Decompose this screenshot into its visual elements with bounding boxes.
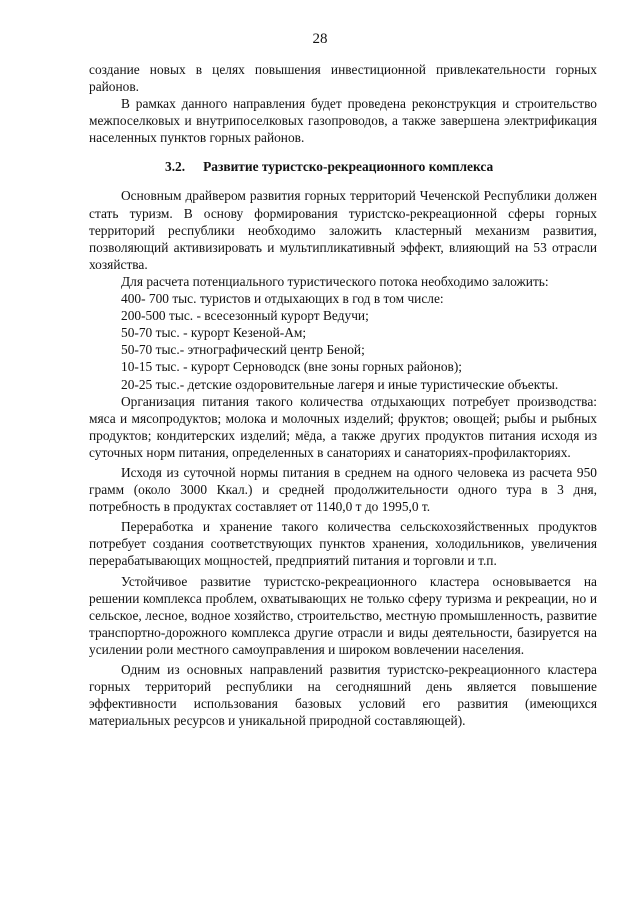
list-item: 50-70 тыс. - курорт Кезеной-Ам; xyxy=(121,325,307,341)
list-item: 10-15 тыс. - курорт Серноводск (вне зоны горных районов); xyxy=(121,359,463,375)
document-body xyxy=(89,61,597,729)
paragraph: Исходя из суточной нормы питания в среднем на одного человека из расчета 950 грамм (около 3000 Ккал.) и средней продолжительности одного тура в 3 дня, потребность в продуктах составляет от 1140,0 т до 1995,0 т. xyxy=(89,464,597,515)
paragraph: Основным драйвером развития горных территорий Чеченской Республики должен стать туризм. В основу формирования туристско-рекреационной сферы горных территорий республики необходимо заложить кластерный механизм развития, позволяющий активизировать и мультипликативный эффект, влияющий на 53 отрасли хозяйства. xyxy=(89,188,597,272)
paragraph: Устойчивое развитие туристско-рекреационного кластера основывается на решении комплекса проблем, охватывающих не только сферу туризма и рекреации, но и сельское, лесное, водное хозяйство, строительство, местную промышленность, развитие транспортно-дорожного комплекса другие отрасли и виды деятельности, базируется на усилении роли местного самоуправления и широком вовлечении населения. xyxy=(89,573,597,657)
list-item: 20-25 тыс.- детские оздоровительные лагеря и иные туристические объекты. xyxy=(121,376,559,392)
section-title: Развитие туристско-рекреационного комплекса xyxy=(203,159,494,175)
paragraph-top-2: В рамках данного направления будет проведена реконструкция и строительство межпоселковых и внутрипоселковых газопроводов, а также завершена электрификация населенных пунктов горных районов. xyxy=(89,96,597,146)
list-item: 400- 700 тыс. туристов и отдыхающих в год в том числе: xyxy=(121,291,444,307)
paragraph: Переработка и хранение такого количества сельскохозяйственных продуктов потребует создания соответствующих пунктов хранения, холодильников, увеличения перерабатывающих мощностей, предприятий питания и торговли и т.п. xyxy=(89,519,597,569)
paragraph: Для расчета потенциального туристического потока необходимо заложить: xyxy=(121,273,549,289)
page-number: 28 xyxy=(312,31,328,47)
list-item: 50-70 тыс.- этнографический центр Беной; xyxy=(121,342,365,358)
list-item: 200-500 тыс. - всесезонный курорт Ведучи; xyxy=(121,308,369,324)
paragraph-top-1: создание новых в целях повышения инвестиционной привлекательности горных районов. xyxy=(89,62,597,95)
paragraph: Организация питания такого количества отдыхающих потребует производства: мяса и мясопродуктов; молока и молочных изделий; фруктов; овощей; рыбы и рыбных продуктов; кондитерских изделий; мёда, а также других продуктов питания исходя из суточных норм питания, определенных в санаториях и санаториях-профилакториях. xyxy=(89,393,597,460)
section-heading xyxy=(89,158,597,175)
section-number: 3.2. xyxy=(165,159,186,175)
paragraph: Одним из основных направлений развития туристско-рекреационного кластера горных территорий республики на сегодняшний день является повышение эффективности использования базовых условий его развития (имеющихся материальных ресурсов и уникальной природной составляющей). xyxy=(89,662,597,729)
